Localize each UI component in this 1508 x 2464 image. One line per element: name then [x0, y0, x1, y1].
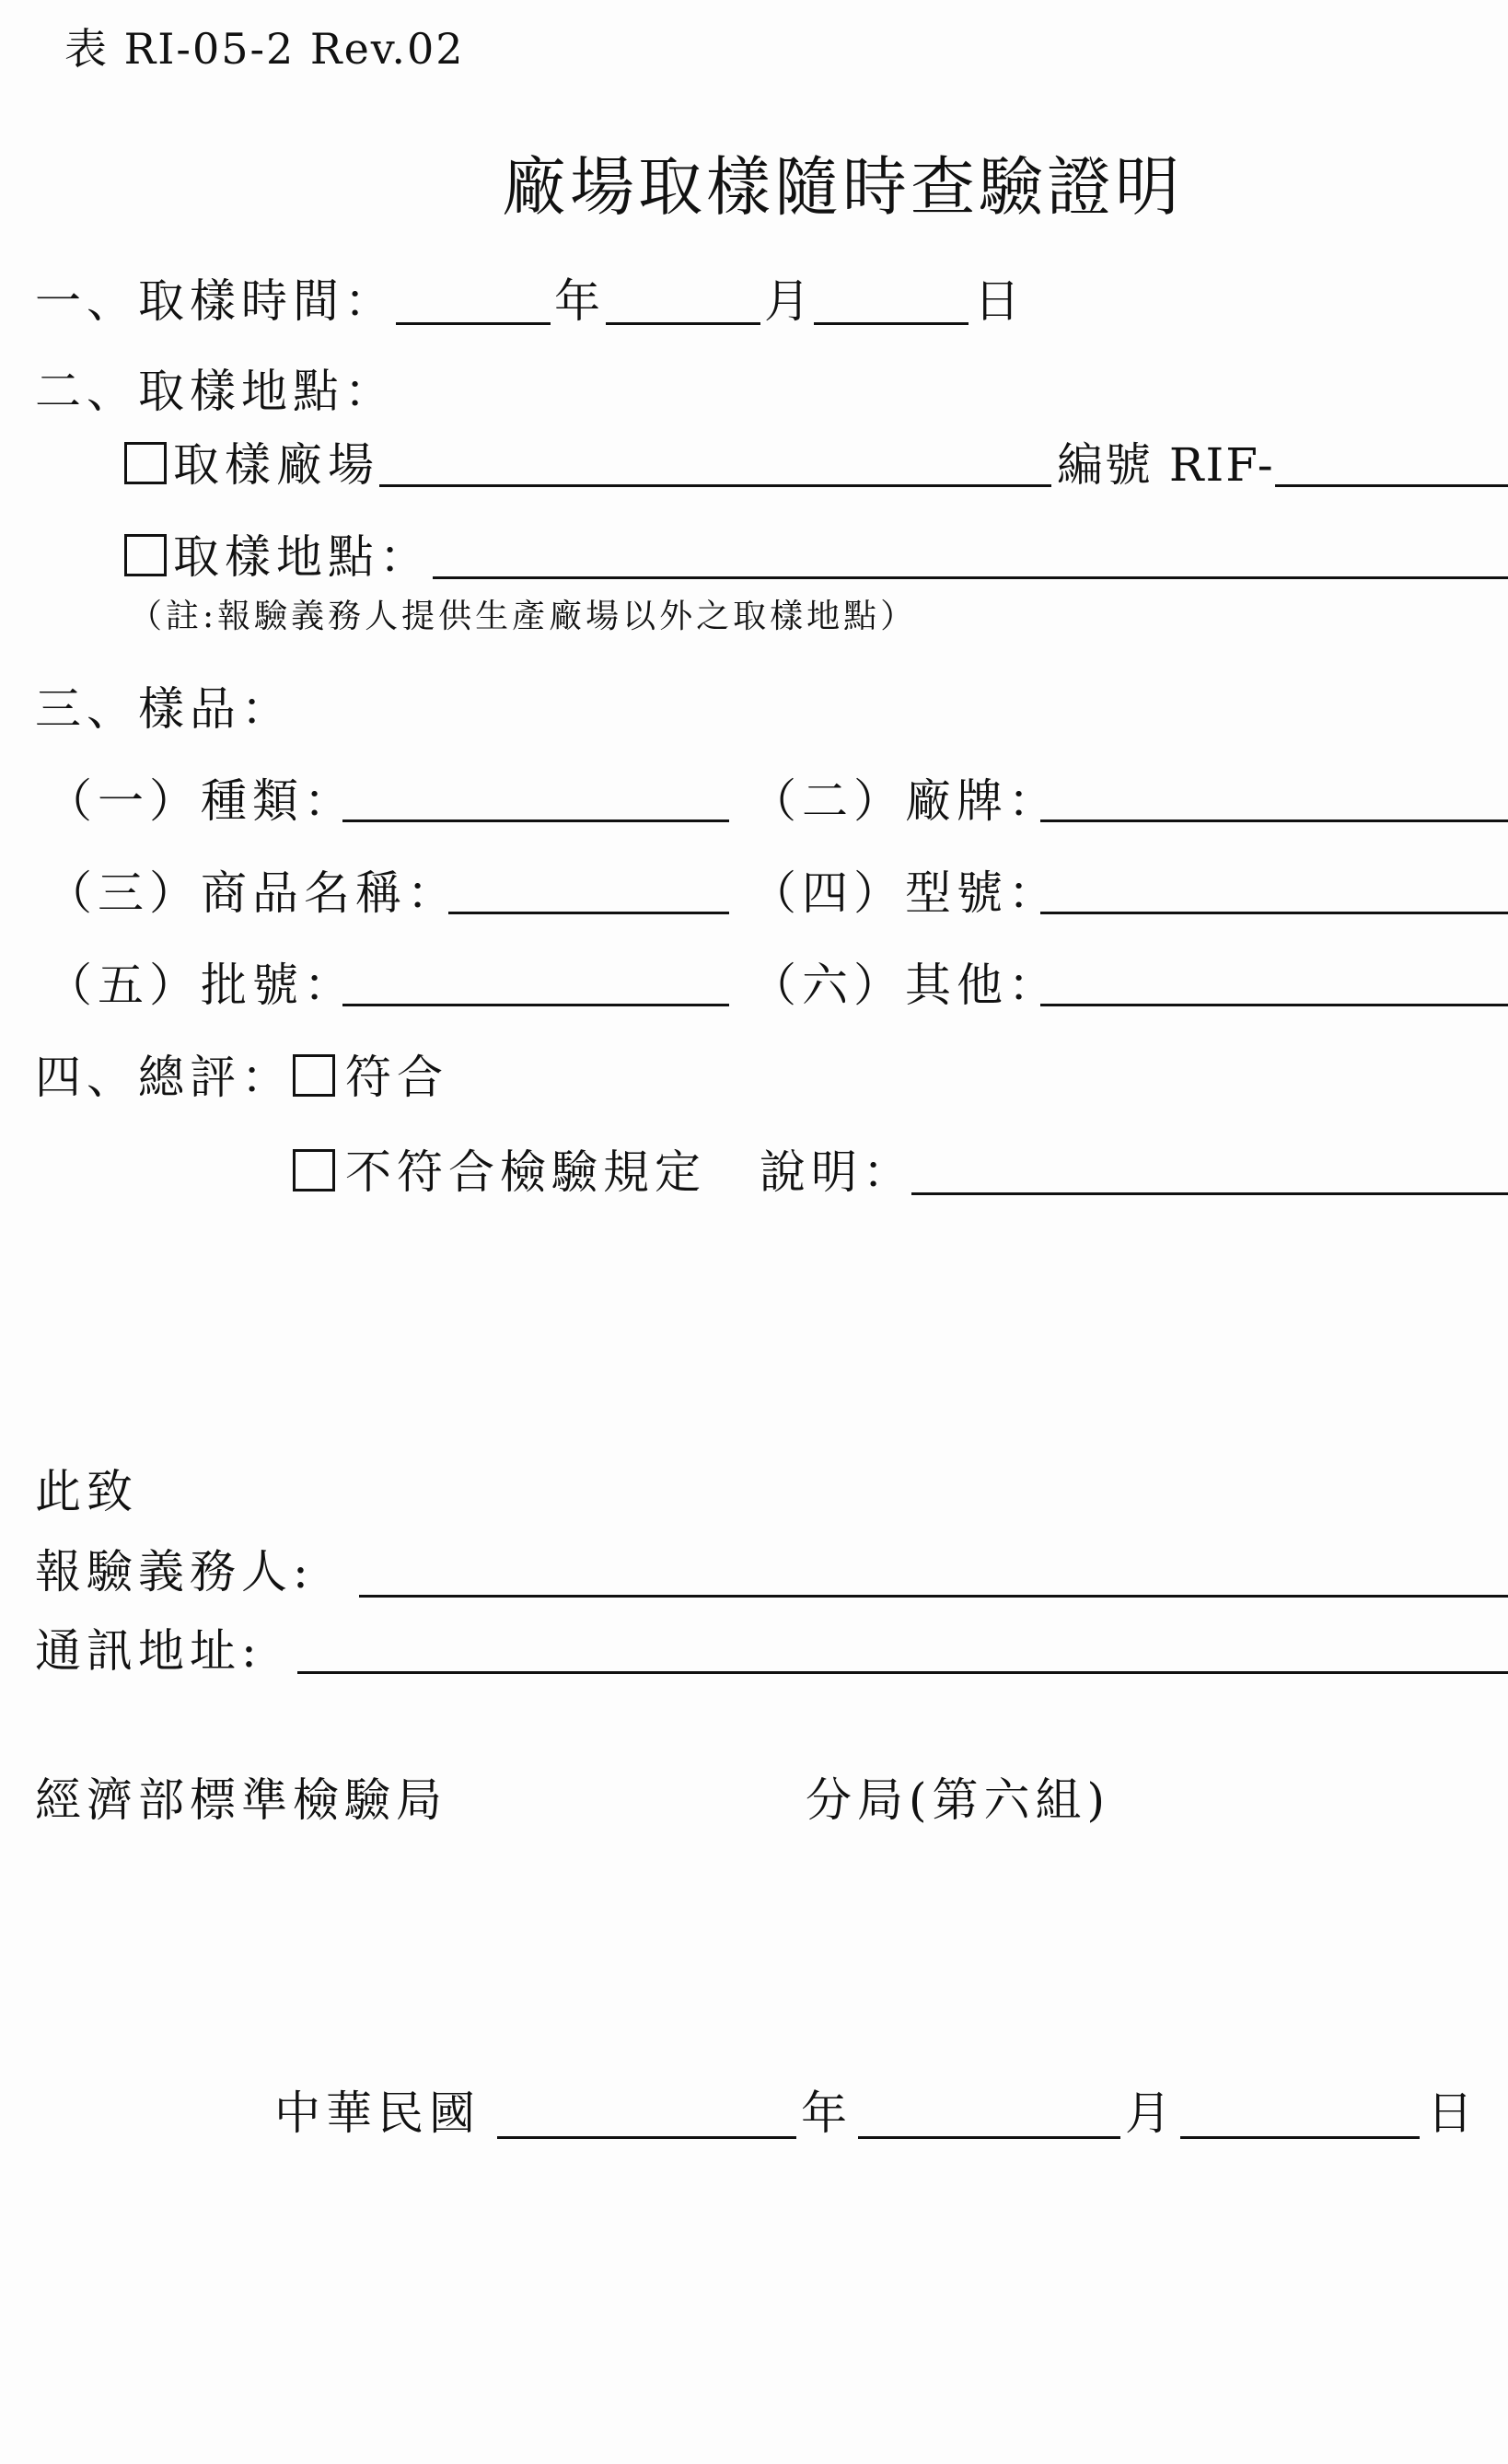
location-note: （註:報驗義務人提供生產廠場以外之取樣地點） — [129, 598, 918, 635]
day-label: 日 — [974, 274, 1026, 328]
sampling-location-label: 二、取樣地點： — [35, 365, 396, 418]
other-blank[interactable] — [1040, 1004, 1508, 1006]
batch-label: （五）批號： — [46, 959, 355, 1012]
bureau-name: 經濟部標準檢驗局 — [35, 1773, 447, 1827]
date-month-blank[interactable] — [858, 2136, 1120, 2139]
obligor-blank[interactable] — [359, 1595, 1508, 1598]
factory-blank[interactable] — [379, 484, 1051, 487]
type-label: （一）種類： — [46, 774, 355, 828]
address-blank[interactable] — [297, 1671, 1508, 1674]
brand-blank[interactable] — [1040, 819, 1508, 822]
model-blank[interactable] — [1040, 912, 1508, 914]
year-blank[interactable] — [396, 322, 551, 325]
obligor-label: 報驗義務人: — [35, 1545, 314, 1598]
year-label: 年 — [554, 274, 606, 328]
sample-label: 三、樣品： — [35, 682, 293, 736]
roc-era-label: 中華民國 — [274, 2086, 481, 2140]
sampling-time-label: 一、取樣時間： — [35, 274, 396, 328]
evaluation-label: 四、總評： — [35, 1051, 293, 1104]
location-blank[interactable] — [433, 576, 1508, 579]
brand-label: （二）廠牌： — [750, 774, 1060, 828]
form-code: 表 RI-05-2 Rev.02 — [64, 24, 465, 74]
location-checkbox[interactable] — [124, 534, 167, 576]
serial-blank[interactable] — [1275, 484, 1508, 487]
location-label: 取樣地點： — [173, 530, 431, 584]
date-year-blank[interactable] — [497, 2136, 796, 2139]
day-blank[interactable] — [814, 322, 969, 325]
branch-name: 分局(第六組) — [806, 1773, 1111, 1827]
date-day-label: 日 — [1427, 2086, 1479, 2140]
pass-label: 符合 — [345, 1051, 448, 1104]
model-label: （四）型號： — [750, 866, 1060, 920]
salutation: 此致 — [35, 1465, 138, 1518]
date-month-label: 月 — [1125, 2086, 1177, 2140]
factory-checkbox[interactable] — [124, 442, 167, 484]
date-day-blank[interactable] — [1180, 2136, 1420, 2139]
factory-label: 取樣廠場 — [173, 438, 379, 492]
explanation-label: 說明： — [760, 1145, 914, 1199]
product-name-label: （三）商品名稱： — [46, 866, 458, 920]
type-blank[interactable] — [342, 819, 729, 822]
month-blank[interactable] — [606, 322, 760, 325]
fail-checkbox[interactable] — [293, 1149, 335, 1191]
batch-blank[interactable] — [342, 1004, 729, 1006]
serial-label: 編號 RIF- — [1057, 438, 1275, 492]
date-year-label: 年 — [801, 2086, 853, 2140]
pass-checkbox[interactable] — [293, 1054, 335, 1097]
month-label: 月 — [764, 274, 816, 328]
form-title: 廠場取樣隨時查驗證明 — [502, 149, 1183, 225]
explanation-blank[interactable] — [911, 1192, 1508, 1195]
fail-label: 不符合檢驗規定 — [345, 1145, 706, 1199]
address-label: 通訊地址: — [35, 1624, 262, 1678]
product-name-blank[interactable] — [448, 912, 729, 914]
other-label: （六）其他： — [750, 959, 1060, 1012]
